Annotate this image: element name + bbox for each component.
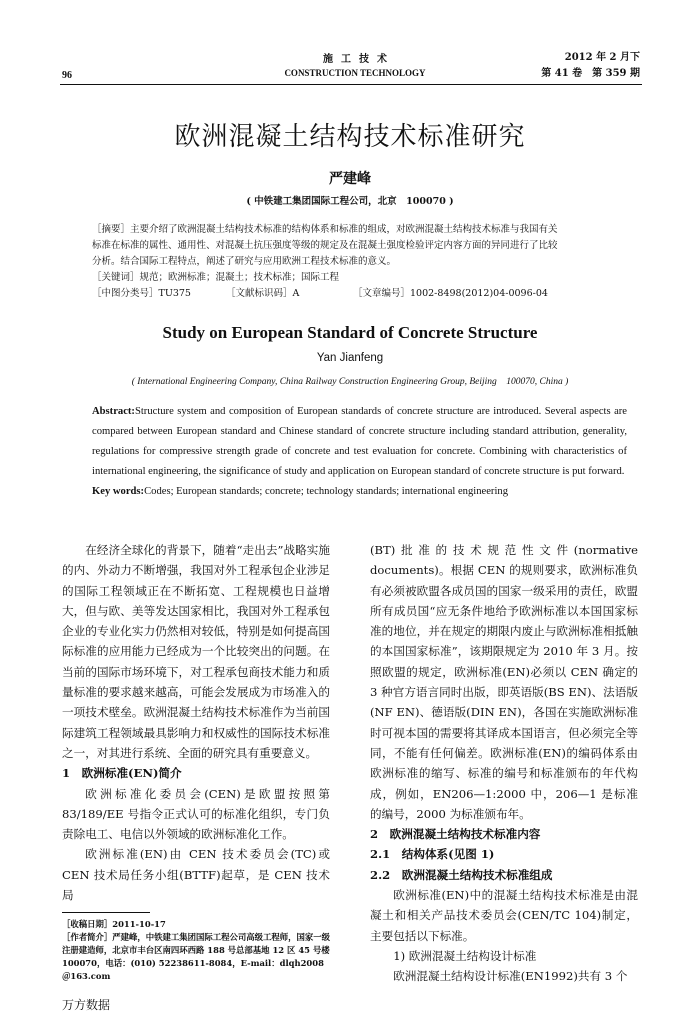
received-date: ［收稿日期］2011-10-17 (62, 919, 166, 929)
abstract-en (92, 402, 627, 502)
keywords-en-label: Key words: (92, 486, 145, 497)
section-heading: 2.2 欧洲混凝土结构技术标准组成 (370, 867, 553, 882)
classification-row (92, 286, 622, 302)
abstract-en-body (92, 402, 627, 482)
body-paragraph: 1) 欧洲混凝土结构设计标准 (393, 948, 537, 963)
abstract-cn-line: ［摘要］主要介绍了欧洲混凝土结构技术标准的结构体系和标准的组成，对欧洲混凝土结构技术标准与我国有关 (92, 224, 558, 235)
issue-date: 2012 年 2 月下 (564, 52, 640, 63)
issue-info (541, 50, 640, 82)
watermark: 万方数据 (62, 998, 111, 1012)
journal-name-cn: 施工技术 (323, 54, 395, 65)
body-column-left (62, 540, 330, 905)
document-code: ［文献标识码］A (226, 288, 300, 299)
section-heading: 1 欧洲标准(EN)简介 (62, 766, 182, 781)
footnote-rule (62, 912, 150, 913)
journal-masthead (250, 50, 460, 78)
abstract-cn (92, 222, 622, 302)
body-paragraph: 在经济全球化的背景下，随着“走出去”战略实施的内、外动力不断增强，我国对外工程承包企业涉足的国际工程领域正在不断拓宽、工程规模也日益增大，但与欧、美等发达国家相比，我国对外工程承包企业的专业化实力仍然相对较低，特别是如何提高国际标准的应用能力已经成为一个比较突出的问题。在当前的国际市场环境下，对工程承包商技术能力和质量标准的要求越来越高，可能会发展成为市场准入的一项技术壁垒。欧洲混凝土结构技术标准作为当前国际建筑工程领域最具影响力和权威性的国际技术标准之一，对其进行系统、全面的研究具有重要意义。 (62, 543, 330, 760)
abstract-cn-line: 分析。结合国际工程特点，阐述了研究与应用欧洲工程技术标准的意义。 (92, 256, 397, 267)
affiliation-cn: ( 中铁建工集团国际工程公司，北京 100070 ) (246, 196, 454, 207)
body-paragraph: 欧洲混凝土结构设计标准(EN1992)共有 3 个 (393, 969, 628, 984)
journal-name-en: CONSTRUCTION TECHNOLOGY (284, 68, 426, 78)
article-number: ［文章编号］1002-8498(2012)04-0096-04 (353, 288, 548, 299)
body-column-right (370, 540, 638, 987)
affiliation-en: ( International Engineering Company, China Railway Construction Engineering Group, Beijing 100070, China ) (131, 377, 569, 387)
abstract-cn-line: 标准在标准的属性、通用性、对混凝土抗压强度等级的规定及在混凝土强度检验评定内容方面的异同进行了比较 (92, 240, 558, 251)
author-en: Yan Jianfeng (316, 352, 384, 364)
abstract-en-text: Structure system and composition of European standards of concrete structure are introduced. Several aspects are compared between European standard and Chinese standard of concrete structure including standard attribution, generality, regulations for compressive strength grade of concrete and test evaluation for concrete. Combining with characteristics of international engineering, the significance of study and application on European standard of concrete structure is put forward. (92, 406, 627, 477)
author-bio: ［作者简介］严建峰，中铁建工集团国际工程公司高级工程师，国家一级注册建造师，北京市丰台区南四环西路 188 号总部基地 12 区 45 号楼 100070，电话：(010) 52238611-8084，E-mail：dlqh2008＠163.com (62, 932, 339, 981)
body-paragraph: (BT)批准的技术规范性文件(normative documents)。根据 CEN 的规则要求，欧洲标准负有必须被欧盟各成员国的国家一级采用的责任，欧盟所有成员国“应无条件地给予欧洲标准以本国国家标准的地位，并在规定的期限内废止与欧洲标准相抵触的本国国家标准”，该期限规定为 2010 年 3 月。按照欧盟的规定，欧洲标准(EN)必须以 CEN 确定的 3 种官方语言同时出版，即英语版(BS EN)、法语版(NF EN)、德语版(DIN EN)，各国在实施欧洲标准时可视本国的需要将其译成本国语言，但必须完全等同，不能有任何偏差。欧洲标准(EN)的编码体系由欧洲标准的缩写、标准的编号和标准颁布的年代构成，例如，EN206—1:2000 中，206—1 是标准的编号，2000 为标准颁布年。 (370, 543, 638, 821)
body-paragraph: 欧洲标准(EN)由 CEN 技术委员会(TC)或 CEN 技术局任务小组(BTTF)起草，是 CEN 技术局 (62, 847, 330, 903)
page-number: 96 (62, 70, 72, 81)
body-paragraph: 欧洲标准化委员会(CEN)是欧盟按照第 83/189/EE 号指令正式认可的标准化组织，专门负责除电工、电信以外领域的欧洲标准化工作。 (62, 786, 330, 842)
keywords-en (92, 482, 627, 502)
keywords-cn: ［关键词］规范；欧洲标准；混凝土；技术标准；国际工程 (92, 272, 340, 283)
keywords-en-text: Codes; European standards; concrete; technology standards; international engineering (144, 486, 508, 497)
clc-number: ［中图分类号］TU375 (92, 288, 191, 299)
title-en: Study on European Standard of Concrete Structure (162, 323, 538, 342)
body-paragraph: 欧洲标准(EN)中的混凝土结构技术标准是由混凝土和相关产品技术委员会(CEN/TC 104)制定，主要包括以下标准。 (370, 888, 638, 943)
issue-volume: 第 41 卷 第 359 期 (541, 68, 640, 79)
section-heading: 2.1 结构体系(见图 1) (370, 847, 495, 862)
footnote (62, 918, 339, 983)
section-heading: 2 欧洲混凝土结构技术标准内容 (370, 827, 541, 842)
author-cn: 严建峰 (329, 171, 371, 187)
abstract-en-label: Abstract: (92, 406, 135, 417)
header-rule (60, 84, 642, 85)
title-cn: 欧洲混凝土结构技术标准研究 (174, 122, 526, 152)
